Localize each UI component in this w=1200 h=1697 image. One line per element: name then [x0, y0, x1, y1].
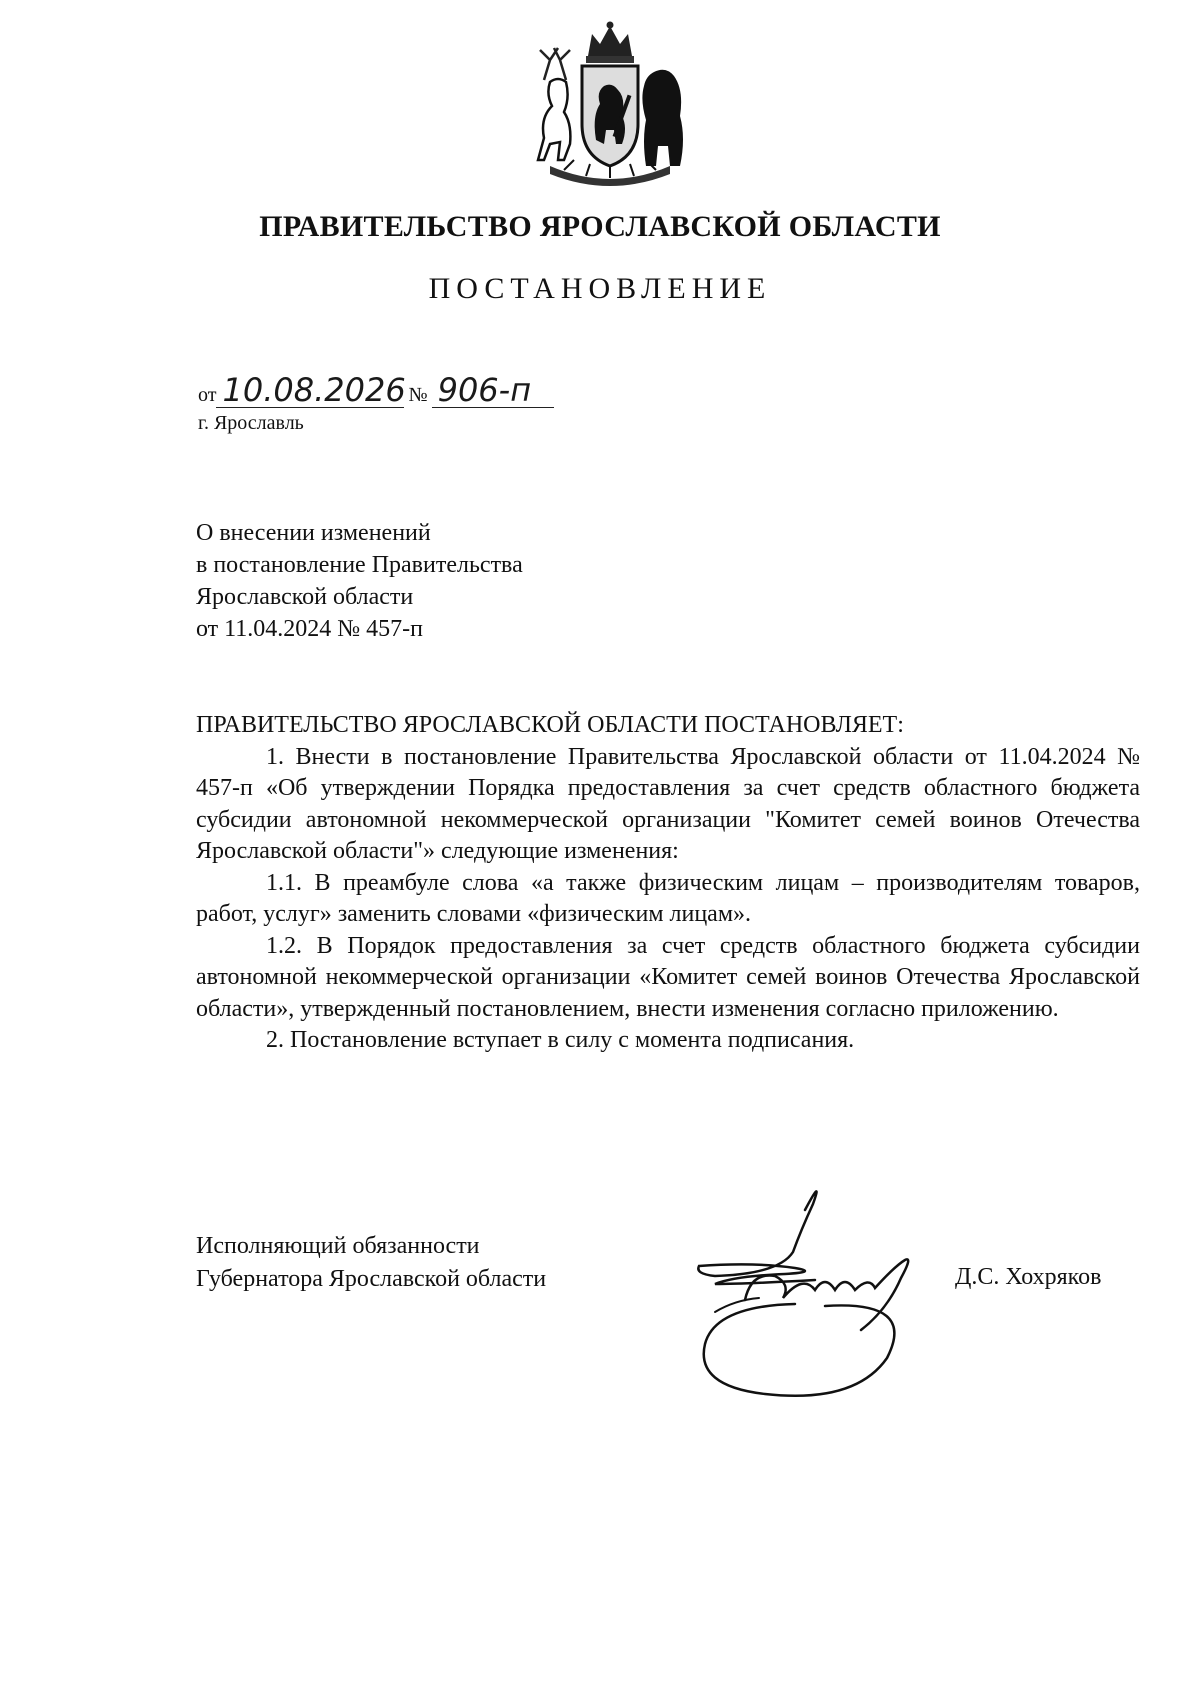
subject-line: от 11.04.2024 № 457-п [196, 616, 424, 642]
position-line: Исполняющий обязанности [196, 1233, 480, 1259]
subject-line: Ярославской области [196, 584, 414, 610]
decree-heading: ПРАВИТЕЛЬСТВО ЯРОСЛАВСКОЙ ОБЛАСТИ ПОСТАНОВЛЯЕТ: [196, 712, 904, 738]
date-prefix: от [198, 384, 217, 406]
document-type: ПОСТАНОВЛЕНИЕ [428, 272, 772, 305]
organization-title: ПРАВИТЕЛЬСТВО ЯРОСЛАВСКОЙ ОБЛАСТИ [259, 210, 941, 243]
registration-date: 10.08.2026 [216, 373, 404, 408]
paragraph-2: 2. Постановление вступает в силу с момента подписания. [266, 1027, 855, 1053]
paragraph-1: 1. Внести в постановление Правительства Ярославской области от 11.04.2024 № 457-п «Об утверждении Порядка предоставления за счет средств областного бюджета субсидии автономной некоммерческой организации "Комитет семей воинов Отечества Ярославской области"» следующие изменения: [196, 743, 1140, 864]
document-subject [196, 517, 616, 645]
position-line: Губернатора Ярославской области [196, 1266, 547, 1292]
registration-number: 906-п [432, 373, 554, 408]
subject-line: О внесении изменений [196, 520, 431, 546]
paragraph-1-2: 1.2. В Порядок предоставления за счет средств областного бюджета субсидии автономной некоммерческой организации «Комитет семей воинов Отечества Ярославской области», утвержденный постановлением, внести изменения согласно приложению. [196, 932, 1140, 1022]
city: г. Ярославль [198, 412, 304, 434]
handwritten-signature-icon [655, 1180, 955, 1410]
document-body [196, 710, 1140, 1057]
subject-line: в постановление Правительства [196, 552, 523, 578]
registration-line [198, 368, 554, 408]
signatory-position [196, 1230, 546, 1296]
coat-of-arms-icon [530, 20, 690, 188]
paragraph-1-1: 1.1. В преамбуле слова «а также физическим лицам – производителям товаров, работ, услуг» заменить словами «физическим лицам». [196, 869, 1140, 927]
number-prefix: № [408, 384, 428, 406]
signatory-name: Д.С. Хохряков [955, 1264, 1102, 1290]
